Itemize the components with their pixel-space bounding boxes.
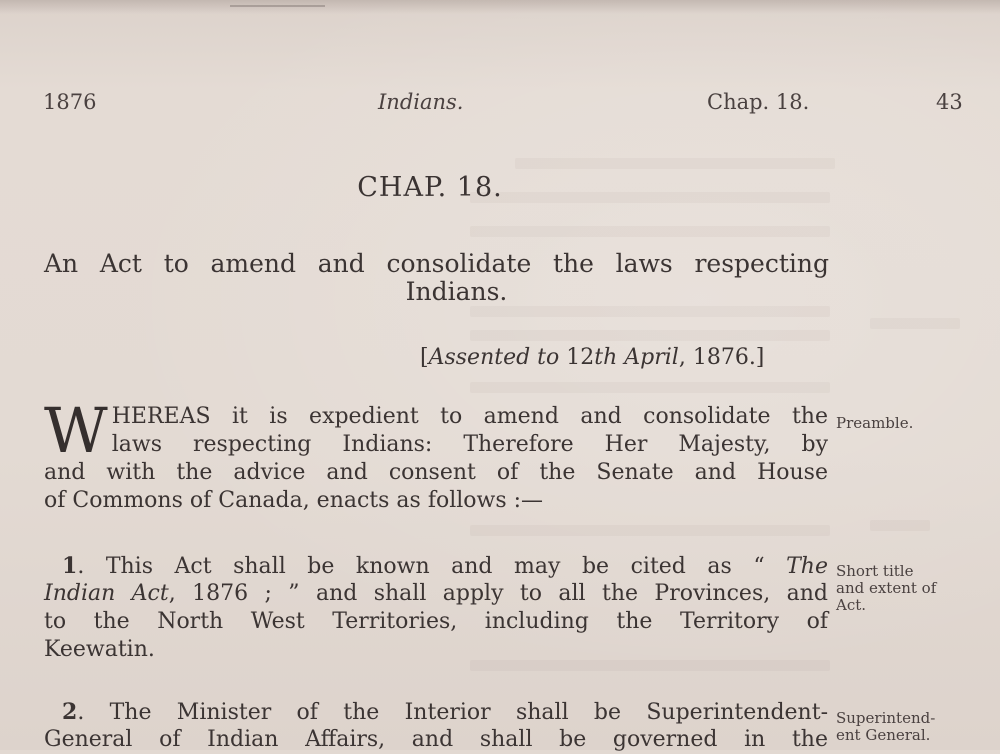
margin-note-line: Act. xyxy=(836,596,867,614)
paragraph-line: General of Indian Affairs, and shall be governed in the xyxy=(44,727,828,752)
show-through-line xyxy=(470,330,830,341)
paragraph-text: , 1876 ; ” and shall apply to all the Provinces, and xyxy=(168,581,828,606)
paragraph-text: . The Minister of the Interior shall be Superintendent- xyxy=(77,700,828,725)
margin-note-line: Superintend- xyxy=(836,709,936,727)
paragraph-line: of Commons of Canada, enacts as follows :— xyxy=(44,488,544,513)
assent-label: Assented to xyxy=(428,345,560,370)
margin-note-line: ent General. xyxy=(836,726,931,744)
show-through-line xyxy=(870,520,930,531)
paragraph-line: HEREAS it is expedient to amend and consolidate the xyxy=(111,404,828,429)
act-title-line: An Act to amend and consolidate the laws respecting xyxy=(44,249,829,278)
running-head-chapter: Chap. 18. xyxy=(707,90,810,114)
section-number: 2 xyxy=(62,699,78,725)
previous-page-fragment xyxy=(230,0,325,7)
paragraph-line: and with the advice and consent of the Senate and House xyxy=(44,460,828,485)
drop-cap: W xyxy=(44,394,108,467)
act-title-line: Indians. xyxy=(405,277,508,306)
running-head-title: Indians. xyxy=(378,90,464,114)
section-number: 1 xyxy=(62,553,78,579)
margin-note-line: and extent of xyxy=(836,579,937,597)
margin-note-superintendent xyxy=(836,710,935,744)
paragraph-line: Keewatin. xyxy=(44,637,155,662)
paragraph-line: laws respecting Indians: Therefore Her Majesty, by xyxy=(111,432,828,457)
preamble-paragraph xyxy=(44,394,828,515)
section-2-paragraph xyxy=(44,698,828,754)
paragraph-text-italic: The xyxy=(786,554,828,579)
show-through-line xyxy=(515,158,835,169)
assent-day: 12 xyxy=(559,345,595,370)
show-through-line xyxy=(870,318,960,329)
show-through-line xyxy=(470,226,830,237)
assent-date xyxy=(420,345,764,370)
show-through-line xyxy=(470,306,830,317)
paragraph-line: to the North West Territories, including the Territory of xyxy=(44,609,828,634)
margin-note-preamble: Preamble. xyxy=(836,414,914,432)
running-head-year: 1876 xyxy=(43,90,97,114)
assent-month: th April xyxy=(594,345,679,370)
paragraph-line xyxy=(44,580,828,608)
paragraph-line xyxy=(44,698,828,726)
page-number: 43 xyxy=(936,90,963,114)
paragraph-text-italic: Indian Act xyxy=(44,581,169,606)
page-top-shadow xyxy=(0,0,1000,14)
section-1-paragraph xyxy=(44,552,828,664)
assent-year: , 1876.] xyxy=(678,345,765,370)
assent-bracket: [ xyxy=(420,345,429,370)
show-through-line xyxy=(470,382,830,393)
paragraph-text: . This Act shall be known and may be cited as “ xyxy=(77,554,787,579)
chapter-heading: CHAP. 18. xyxy=(357,172,503,203)
act-title xyxy=(44,248,829,304)
margin-note-short-title xyxy=(836,563,936,614)
show-through-line xyxy=(470,525,830,536)
margin-note-line: Short title xyxy=(836,562,914,580)
paragraph-line xyxy=(44,552,828,580)
